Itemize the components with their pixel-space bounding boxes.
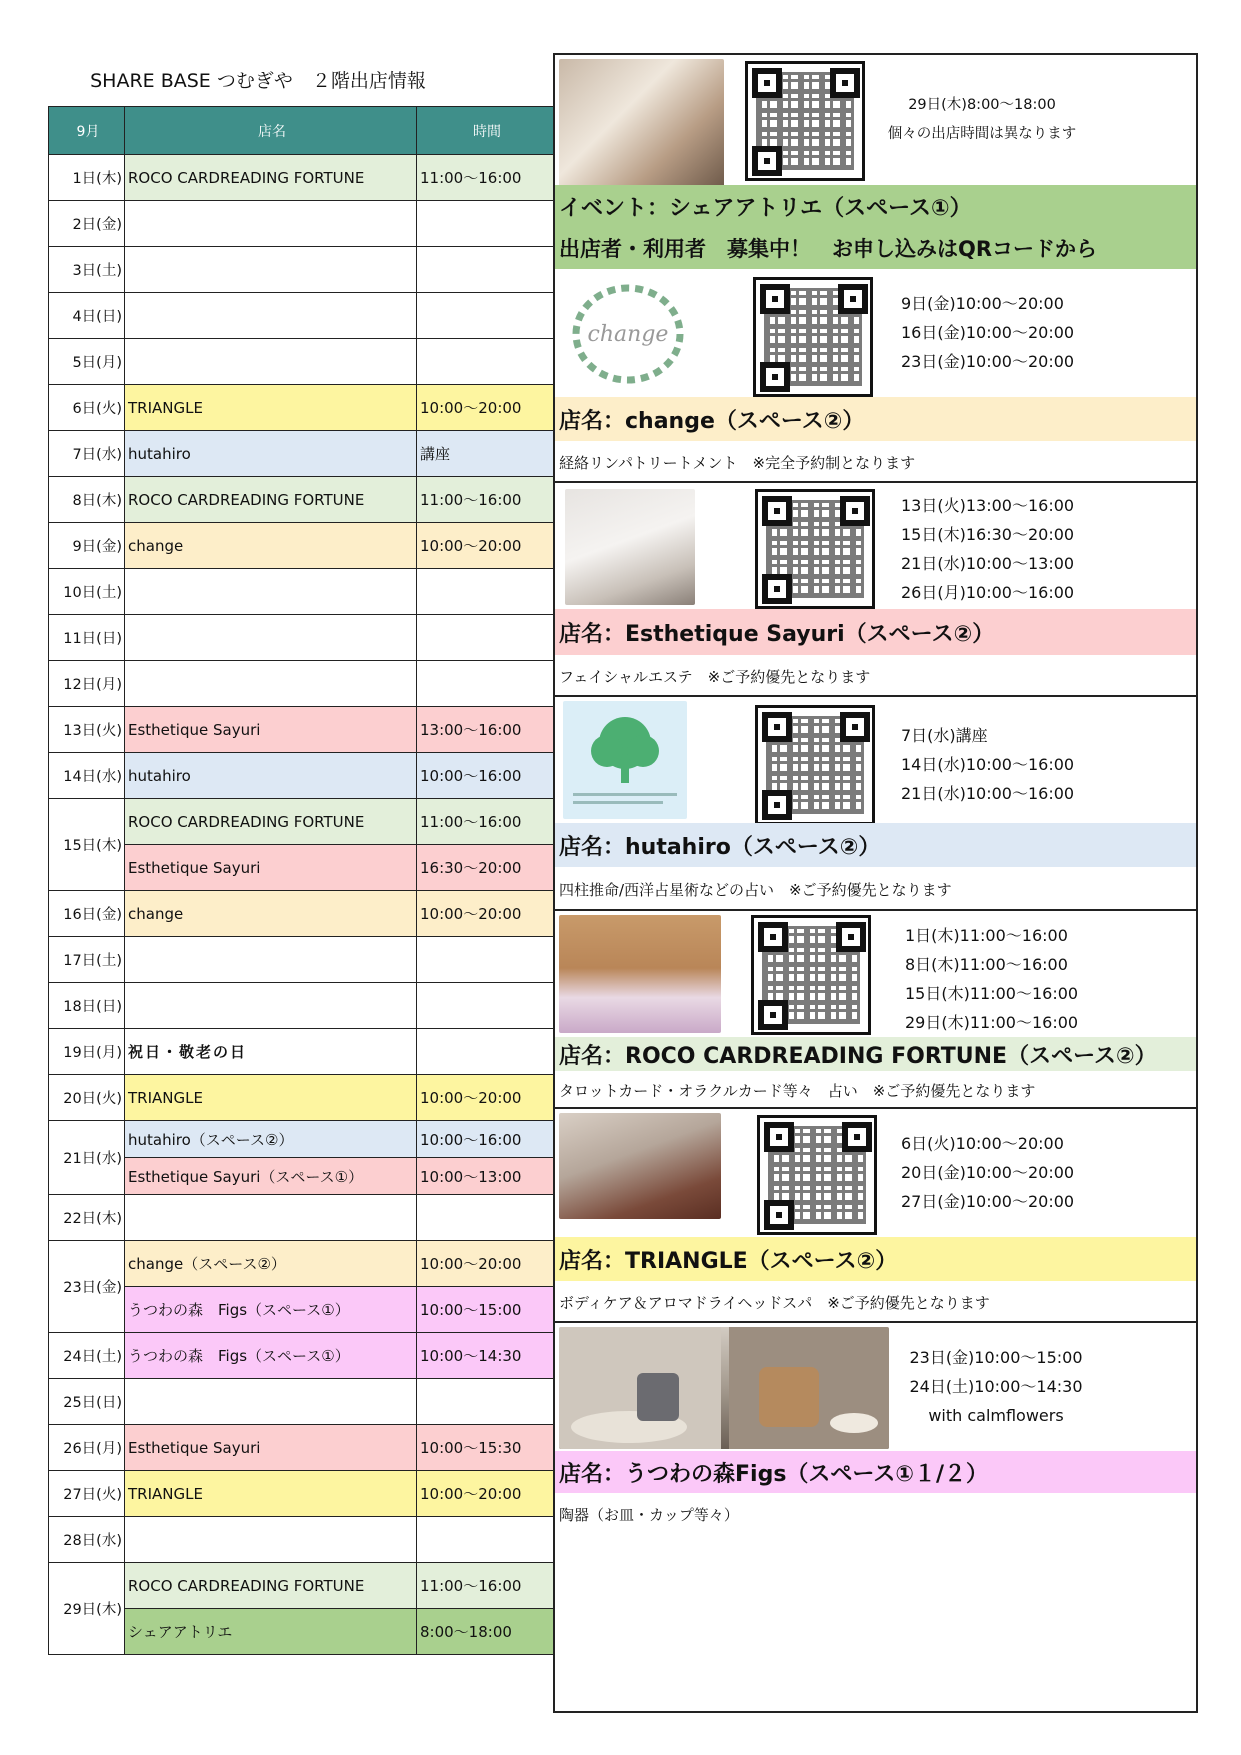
- table-row: [49, 1563, 555, 1609]
- table-row: [49, 845, 555, 891]
- shop-cell: [125, 1195, 417, 1241]
- day-cell: 17日(土): [49, 937, 125, 983]
- table-row: [49, 1121, 555, 1158]
- time-cell: 10:00～20:00: [417, 891, 555, 937]
- table-row: [49, 1425, 555, 1471]
- time-cell: 10:00～16:00: [417, 753, 555, 799]
- qr-code-icon[interactable]: [755, 705, 875, 825]
- shop-section-figs: [555, 1323, 1196, 1535]
- schedule-info: [901, 1129, 1074, 1216]
- day-cell: 19日(月): [49, 1029, 125, 1075]
- shop-description: ボディケア＆アロマドライヘッドスパ ※ご予約優先となります: [559, 1293, 990, 1312]
- time-cell: 16:30～20:00: [417, 845, 555, 891]
- shop-cell: [125, 661, 417, 707]
- day-cell: 12日(月): [49, 661, 125, 707]
- shop-cell: [125, 201, 417, 247]
- time-cell: [417, 293, 555, 339]
- shop-name-bar: 店名：Esthetique Sayuri（スペース②）: [555, 609, 1196, 655]
- shop-cell: [125, 293, 417, 339]
- logo-text: change: [587, 322, 669, 347]
- day-cell: 20日(火): [49, 1075, 125, 1121]
- table-row: [49, 1333, 555, 1379]
- day-cell: 3日(土): [49, 247, 125, 293]
- shop-description: 陶器（お皿・カップ等々）: [559, 1505, 739, 1524]
- table-row: [49, 293, 555, 339]
- schedule-line: 26日(月)10:00～16:00: [901, 583, 1075, 602]
- table-row: [49, 155, 555, 201]
- shop-section-roco: [555, 911, 1196, 1109]
- day-cell: 25日(日): [49, 1379, 125, 1425]
- day-cell: 13日(火): [49, 707, 125, 753]
- shop-cell: [125, 1379, 417, 1425]
- qr-code-icon[interactable]: [755, 489, 875, 609]
- shop-name-bar: イベント：シェアアトリエ（スペース①）: [555, 185, 1196, 227]
- schedule-line: with calmflowers: [928, 1406, 1064, 1425]
- hair-photo: [559, 59, 724, 187]
- time-cell: 13:00～16:00: [417, 707, 555, 753]
- shop-cell: Esthetique Sayuri: [125, 1425, 417, 1471]
- schedule-table: [48, 106, 555, 1655]
- table-row: [49, 385, 555, 431]
- shop-cell: hutahiro: [125, 431, 417, 477]
- shop-cell: change: [125, 891, 417, 937]
- day-cell: 6日(火): [49, 385, 125, 431]
- shop-cell: TRIANGLE: [125, 1075, 417, 1121]
- time-cell: 10:00～20:00: [417, 385, 555, 431]
- schedule-info: [901, 491, 1074, 607]
- time-cell: 10:00～15:00: [417, 1287, 555, 1333]
- schedule-line: 15日(木)16:30～20:00: [901, 525, 1075, 544]
- schedule-line: 1日(木)11:00～16:00: [905, 926, 1068, 945]
- shop-cell: hutahiro（スペース②）: [125, 1121, 417, 1158]
- day-cell: 16日(金): [49, 891, 125, 937]
- day-cell: 5日(月): [49, 339, 125, 385]
- table-row: [49, 339, 555, 385]
- header-shop: 店名: [125, 107, 417, 155]
- time-cell: 10:00～15:30: [417, 1425, 555, 1471]
- header-time: 時間: [417, 107, 555, 155]
- shop-cell: [125, 983, 417, 1029]
- shop-cell: change: [125, 523, 417, 569]
- table-row: [49, 1517, 555, 1563]
- massage-photo: [559, 1113, 721, 1219]
- shop-cell: うつわの森 Figs（スペース①）: [125, 1287, 417, 1333]
- qr-code-icon[interactable]: [751, 915, 871, 1035]
- time-cell: 10:00～13:00: [417, 1158, 555, 1195]
- table-row: [49, 753, 555, 799]
- table-row: [49, 201, 555, 247]
- schedule-line: 21日(水)10:00～13:00: [901, 554, 1075, 573]
- time-cell: [417, 1029, 555, 1075]
- schedule-line: 29日(木)8:00～18:00: [908, 97, 1056, 113]
- shop-cell: [125, 937, 417, 983]
- schedule-line: 29日(木)11:00～16:00: [905, 1013, 1079, 1032]
- schedule-line: 16日(金)10:00～20:00: [901, 323, 1075, 342]
- day-cell: 15日(木): [49, 799, 125, 891]
- schedule-line: 23日(金)10:00～20:00: [901, 352, 1075, 371]
- table-row: [49, 707, 555, 753]
- schedule-line: 23日(金)10:00～15:00: [909, 1348, 1083, 1367]
- time-cell: 10:00～20:00: [417, 1075, 555, 1121]
- day-cell: 7日(水): [49, 431, 125, 477]
- time-cell: 10:00～20:00: [417, 1471, 555, 1517]
- time-cell: 10:00～14:30: [417, 1333, 555, 1379]
- shop-name-bar: 店名：ROCO CARDREADING FORTUNE（スペース②）: [555, 1037, 1196, 1071]
- cards-photo: [559, 915, 721, 1033]
- shop-cell: うつわの森 Figs（スペース①）: [125, 1333, 417, 1379]
- schedule-info: [867, 91, 1097, 149]
- shop-cell: Esthetique Sayuri: [125, 707, 417, 753]
- schedule-line: 13日(火)13:00～16:00: [901, 496, 1075, 515]
- shop-cell: ROCO CARDREADING FORTUNE: [125, 799, 417, 845]
- shop-name-bar: 店名：change（スペース②）: [555, 397, 1196, 441]
- shop-cell: TRIANGLE: [125, 1471, 417, 1517]
- day-cell: 22日(木): [49, 1195, 125, 1241]
- time-cell: 10:00～20:00: [417, 1241, 555, 1287]
- page-title: SHARE BASE つむぎや ２階出店情報: [90, 70, 426, 92]
- schedule-line: 27日(金)10:00～20:00: [901, 1192, 1075, 1211]
- schedule-line: 14日(水)10:00～16:00: [901, 755, 1075, 774]
- table-row: [49, 1609, 555, 1655]
- shop-cell: Esthetique Sayuri（スペース①）: [125, 1158, 417, 1195]
- table-row: [49, 247, 555, 293]
- day-cell: 11日(日): [49, 615, 125, 661]
- time-cell: 11:00～16:00: [417, 1563, 555, 1609]
- time-cell: 8:00～18:00: [417, 1609, 555, 1655]
- schedule-line: 20日(金)10:00～20:00: [901, 1163, 1075, 1182]
- time-cell: [417, 201, 555, 247]
- shop-name-bar: 店名：TRIANGLE（スペース②）: [555, 1237, 1196, 1281]
- shop-section-change: [555, 269, 1196, 483]
- time-cell: 11:00～16:00: [417, 155, 555, 201]
- shop-name-bar: 店名：うつわの森Figs（スペース①１/２）: [555, 1451, 1196, 1493]
- time-cell: [417, 983, 555, 1029]
- day-cell: 21日(水): [49, 1121, 125, 1195]
- table-row: [49, 1379, 555, 1425]
- time-cell: [417, 615, 555, 661]
- day-cell: 8日(木): [49, 477, 125, 523]
- day-cell: 27日(火): [49, 1471, 125, 1517]
- table-row: [49, 523, 555, 569]
- shop-cell: change（スペース②）: [125, 1241, 417, 1287]
- time-cell: [417, 339, 555, 385]
- tree-photo: [563, 701, 687, 819]
- shop-section-atelier: [555, 55, 1196, 269]
- pottery-photo: [559, 1327, 889, 1449]
- time-cell: 10:00～20:00: [417, 523, 555, 569]
- day-cell: 24日(土): [49, 1333, 125, 1379]
- shop-description: タロットカード・オラクルカード等々 占い ※ご予約優先となります: [559, 1081, 1036, 1100]
- shop-cell: シェアアトリエ: [125, 1609, 417, 1655]
- day-cell: 18日(日): [49, 983, 125, 1029]
- table-row: [49, 1195, 555, 1241]
- time-cell: [417, 1379, 555, 1425]
- header-month: 9月: [49, 107, 125, 155]
- schedule-line: 8日(木)11:00～16:00: [905, 955, 1068, 974]
- shop-info-panel: [553, 53, 1198, 1713]
- shop-cell: TRIANGLE: [125, 385, 417, 431]
- day-cell: 26日(月): [49, 1425, 125, 1471]
- time-cell: [417, 937, 555, 983]
- shop-cell: ROCO CARDREADING FORTUNE: [125, 155, 417, 201]
- shop-section-triangle: [555, 1109, 1196, 1323]
- time-cell: [417, 569, 555, 615]
- table-row: [49, 661, 555, 707]
- time-cell: 講座: [417, 431, 555, 477]
- day-cell: 29日(木): [49, 1563, 125, 1655]
- day-cell: 9日(金): [49, 523, 125, 569]
- qr-code-icon[interactable]: [757, 1115, 877, 1235]
- time-cell: [417, 661, 555, 707]
- time-cell: [417, 1195, 555, 1241]
- shop-description: フェイシャルエステ ※ご予約優先となります: [559, 667, 871, 686]
- table-row: [49, 1471, 555, 1517]
- day-cell: 4日(日): [49, 293, 125, 339]
- table-row: [49, 615, 555, 661]
- shop-cell: [125, 615, 417, 661]
- time-cell: [417, 247, 555, 293]
- schedule-info: [901, 289, 1074, 376]
- schedule-line: 21日(水)10:00～16:00: [901, 784, 1075, 803]
- face-photo: [565, 489, 695, 605]
- qr-code-icon[interactable]: [753, 277, 873, 397]
- table-row: [49, 477, 555, 523]
- schedule-info: [881, 1343, 1111, 1430]
- shop-cell: [125, 1517, 417, 1563]
- time-cell: 11:00～16:00: [417, 799, 555, 845]
- table-row: [49, 1075, 555, 1121]
- table-row: [49, 891, 555, 937]
- schedule-line: 24日(土)10:00～14:30: [909, 1377, 1083, 1396]
- day-cell: 10日(土): [49, 569, 125, 615]
- qr-code-icon[interactable]: [745, 61, 865, 181]
- shop-description: 経絡リンパトリートメント ※完全予約制となります: [559, 453, 916, 472]
- table-row: [49, 569, 555, 615]
- table-row: [49, 1287, 555, 1333]
- holiday-cell: 祝日・敬老の日: [125, 1029, 417, 1075]
- schedule-line: 9日(金)10:00～20:00: [901, 294, 1064, 313]
- day-cell: 1日(木): [49, 155, 125, 201]
- shop-cell: Esthetique Sayuri: [125, 845, 417, 891]
- table-row: [49, 937, 555, 983]
- schedule-line: 個々の出店時間は異なります: [887, 126, 1077, 142]
- day-cell: 14日(水): [49, 753, 125, 799]
- shop-name-bar: 店名：hutahiro（スペース②）: [555, 823, 1196, 867]
- time-cell: 10:00～16:00: [417, 1121, 555, 1158]
- time-cell: [417, 1517, 555, 1563]
- table-row: [49, 431, 555, 477]
- shop-section-hutahiro: [555, 697, 1196, 911]
- change-logo: [563, 275, 693, 393]
- shop-description: 四柱推命/西洋占星術などの占い ※ご予約優先となります: [559, 880, 952, 899]
- schedule-line: 7日(水)講座: [901, 726, 988, 745]
- table-row: [49, 1158, 555, 1195]
- table-header-row: [49, 107, 555, 155]
- shop-cell: ROCO CARDREADING FORTUNE: [125, 1563, 417, 1609]
- shop-cell: hutahiro: [125, 753, 417, 799]
- schedule-info: [905, 921, 1078, 1037]
- shop-cell: [125, 339, 417, 385]
- shop-section-sayuri: [555, 483, 1196, 697]
- table-row: [49, 1029, 555, 1075]
- shop-cell: [125, 247, 417, 293]
- day-cell: 23日(金): [49, 1241, 125, 1333]
- schedule-line: 15日(木)11:00～16:00: [905, 984, 1079, 1003]
- schedule-line: 6日(火)10:00～20:00: [901, 1134, 1064, 1153]
- day-cell: 2日(金): [49, 201, 125, 247]
- shop-cell: [125, 569, 417, 615]
- time-cell: 11:00～16:00: [417, 477, 555, 523]
- table-row: [49, 983, 555, 1029]
- table-row: [49, 1241, 555, 1287]
- day-cell: 28日(水): [49, 1517, 125, 1563]
- shop-description: 出店者・利用者 募集中！ お申し込みはQRコードから: [555, 227, 1196, 269]
- shop-cell: ROCO CARDREADING FORTUNE: [125, 477, 417, 523]
- table-row: [49, 799, 555, 845]
- schedule-info: [901, 721, 1074, 808]
